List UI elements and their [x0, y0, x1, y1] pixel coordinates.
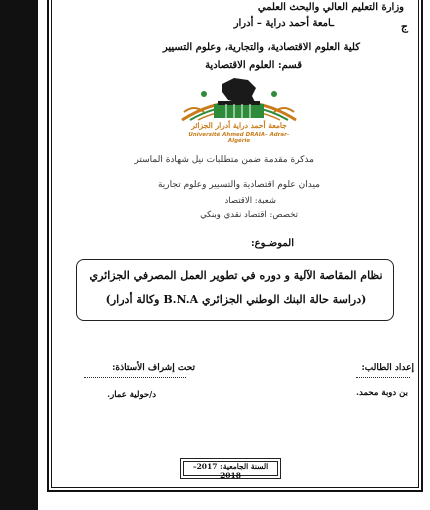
student-name: بن دوبة محمد.	[356, 388, 408, 398]
field-of-study: ميدان علوم اقتصادية والتسيير وعلوم تجارية	[157, 180, 320, 190]
student-label: إعداد الطالب:	[361, 363, 414, 373]
university-initial: ج	[400, 20, 408, 33]
student-label-underline	[356, 377, 410, 378]
left-dark-margin	[0, 0, 38, 510]
logo-emblem-icon	[178, 74, 300, 122]
academic-year: السنة الجامعية: 2017– 2018	[192, 462, 269, 480]
faculty-name: كلية العلوم الاقتصادية، والتجارية، وعلوم التسيير	[162, 42, 360, 53]
university-name: ـامعة أحمد دراية – أدرار	[233, 18, 334, 29]
subject-label: الموضـوع:	[250, 238, 294, 249]
logo-arabic-text: جامعة أحمد دراية أدرار الجزائر	[191, 121, 287, 130]
thesis-title-line1: نظام المقاصة الآلية و دوره في تطوير العمل المصرفي الجزائري	[89, 269, 383, 282]
thesis-title-line2: (دراسة حالة البنك الوطني الجزائري B.N.A وكالة أدرار)	[105, 293, 367, 306]
branch: شعبة: الاقتصاد	[224, 196, 276, 206]
specialization: تخصص: اقتصاد نقدي وبنكي	[200, 210, 298, 220]
department-name: قسم: العلوم الاقتصادية	[205, 60, 302, 71]
thesis-title-box	[76, 259, 394, 321]
supervisor-label-underline	[84, 377, 186, 378]
ministry-heading: وزارة التعليم العالي والبحث العلمي	[257, 2, 404, 13]
supervisor-name: د/حولية عمار.	[107, 390, 156, 400]
supervisor-label: تحت إشراف الأستاذة:	[112, 363, 195, 373]
university-logo	[178, 74, 300, 152]
thesis-description: مذكرة مقدمة ضمن متطلبات نيل شهادة الماستر	[134, 155, 314, 165]
logo-latin-text: Université Ahmed DRAIA– Adrar– Algérie	[188, 132, 290, 144]
document-page	[38, 0, 430, 510]
